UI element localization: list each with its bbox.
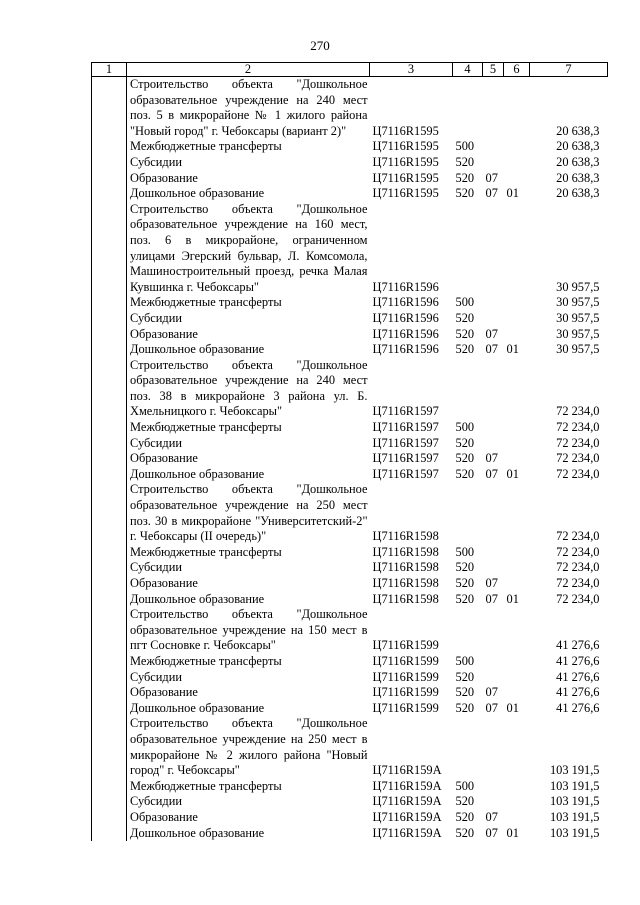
table-row (92, 467, 608, 483)
row-col5-cell (483, 436, 504, 452)
row-col5-cell: 07 (485, 466, 498, 481)
row-number-cell (92, 685, 127, 701)
table-row (92, 420, 608, 436)
row-col4-cell: 520 (455, 825, 475, 840)
row-col6-cell (504, 155, 530, 171)
row-col4-cell (453, 482, 483, 544)
row-amount-cell: 72 234,0 (556, 435, 600, 450)
row-col4-cell: 520 (455, 576, 475, 590)
row-number-cell (92, 171, 127, 187)
row-col5-cell (483, 358, 504, 420)
table-row (92, 670, 608, 686)
row-code-cell: Ц7116R1598 (372, 591, 439, 606)
table-row (92, 794, 608, 810)
row-number-cell (92, 794, 127, 810)
row-name-cell: Субсидии (130, 669, 182, 684)
row-number-cell (92, 342, 127, 358)
row-col6-cell (504, 358, 530, 420)
row-col5-cell: 07 (485, 170, 498, 185)
table-row (92, 607, 608, 654)
row-number-cell (92, 139, 127, 155)
row-col5-cell (483, 716, 504, 778)
row-amount-cell: 72 234,0 (556, 451, 600, 466)
row-col4-cell: 520 (455, 809, 475, 824)
table-row (92, 436, 608, 452)
row-name-cell: Строительство объекта "Дошкольное образовательное учреждение на 240 мест поз. 38 в микрорайоне 3 района ул. Б. Хмельницкого г. Чебоксары" (130, 357, 368, 419)
row-code-cell: Ц7116R1598 (372, 560, 439, 575)
table-row (92, 171, 608, 187)
row-col5-cell: 07 (485, 342, 498, 357)
row-col6-cell (504, 202, 530, 296)
row-amount-cell: 30 957,5 (556, 310, 600, 325)
table-row (92, 202, 608, 296)
row-col4-cell (453, 202, 483, 296)
row-col6-cell: 01 (506, 466, 519, 481)
row-name-cell: Дошкольное образование (130, 825, 265, 840)
row-col6-cell: 01 (506, 186, 519, 201)
row-col6-cell: 01 (506, 700, 519, 715)
table-row (92, 342, 608, 358)
row-number-cell (92, 607, 127, 654)
row-col4-cell (453, 607, 483, 654)
row-col4-cell: 500 (455, 653, 475, 668)
row-name-cell: Образование (130, 685, 198, 700)
row-col6-cell (504, 670, 530, 686)
row-code-cell: Ц7116R159А (372, 794, 442, 809)
table-row (92, 139, 608, 155)
row-col4-cell (453, 358, 483, 420)
row-code-cell: Ц7116R159А (372, 763, 442, 778)
table-row (92, 685, 608, 701)
row-col6-cell (504, 451, 530, 467)
row-col6-cell (504, 560, 530, 576)
row-number-cell (92, 436, 127, 452)
row-number-cell (92, 420, 127, 436)
row-code-cell: Ц7116R1596 (372, 310, 439, 325)
row-number-cell (92, 779, 127, 795)
table-row (92, 576, 608, 592)
row-code-cell: Ц7116R159А (372, 809, 442, 824)
row-amount-cell: 103 191,5 (549, 825, 600, 840)
row-number-cell (92, 295, 127, 311)
row-amount-cell: 41 276,6 (556, 669, 600, 684)
row-name-cell: Строительство объекта "Дошкольное образовательное учреждение на 250 мест в микрорайоне № 2 жилого района "Новый город" г. Чебоксары" (130, 716, 368, 778)
table-row (92, 77, 608, 140)
row-amount-cell: 30 957,5 (556, 295, 600, 310)
row-number-cell (92, 467, 127, 483)
row-code-cell: Ц7116R1598 (372, 529, 439, 544)
row-amount-cell: 20 638,3 (556, 170, 600, 185)
row-code-cell: Ц7116R1595 (372, 139, 439, 154)
table-row (92, 327, 608, 343)
row-col4-cell: 520 (455, 560, 475, 575)
table-row (92, 810, 608, 826)
row-code-cell: Ц7116R1597 (372, 466, 439, 481)
row-col6-cell (504, 482, 530, 544)
row-col4-cell: 520 (455, 186, 475, 201)
row-amount-cell: 30 957,5 (556, 326, 600, 341)
row-code-cell: Ц7116R1596 (372, 279, 439, 294)
row-code-cell: Ц7116R1596 (372, 342, 439, 357)
row-col6-cell (504, 794, 530, 810)
header-col-3: 3 (370, 63, 453, 77)
row-col5-cell: 07 (485, 591, 498, 606)
row-col5-cell: 07 (485, 326, 498, 341)
row-name-cell: Дошкольное образование (130, 466, 265, 481)
table-row (92, 311, 608, 327)
row-amount-cell: 30 957,5 (556, 279, 600, 294)
row-col4-cell: 520 (455, 170, 475, 185)
row-amount-cell: 72 234,0 (556, 529, 600, 544)
row-col4-cell: 520 (455, 669, 475, 684)
header-col-6: 6 (504, 63, 530, 77)
row-col6-cell (504, 295, 530, 311)
row-code-cell: Ц7116R1595 (372, 170, 439, 185)
row-col4-cell: 520 (455, 591, 475, 606)
row-name-cell: Межбюджетные трансферты (130, 778, 282, 793)
row-col5-cell (483, 311, 504, 327)
header-col-1: 1 (92, 63, 127, 77)
page-number: 270 (310, 38, 330, 53)
table-row (92, 654, 608, 670)
row-col6-cell (504, 779, 530, 795)
row-code-cell: Ц7116R1599 (372, 700, 439, 715)
row-col5-cell (483, 482, 504, 544)
row-col6-cell (504, 420, 530, 436)
row-name-cell: Субсидии (130, 560, 182, 575)
row-col5-cell (483, 202, 504, 296)
table-row (92, 701, 608, 717)
row-col4-cell: 520 (455, 700, 475, 715)
row-number-cell (92, 327, 127, 343)
table-row (92, 716, 608, 778)
row-name-cell: Межбюджетные трансферты (130, 544, 282, 559)
row-col4-cell: 520 (455, 451, 475, 466)
row-col6-cell: 01 (506, 591, 519, 606)
row-col6-cell (504, 171, 530, 187)
row-name-cell: Межбюджетные трансферты (130, 295, 282, 310)
row-number-cell (92, 311, 127, 327)
row-name-cell: Дошкольное образование (130, 700, 265, 715)
row-name-cell: Строительство объекта "Дошкольное образовательное учреждение на 160 мест, поз. 6 в микрорайоне, ограниченном улицами Эгерский бульвар, Л. Комсомола, Машиностроительный проезд, речка Малая Кувшинка г. Чебоксары" (130, 201, 368, 294)
row-name-cell: Межбюджетные трансферты (130, 139, 282, 154)
row-col4-cell: 500 (455, 139, 475, 154)
row-name-cell: Дошкольное образование (130, 591, 265, 606)
row-col6-cell (504, 139, 530, 155)
row-col5-cell (483, 77, 504, 140)
row-name-cell: Субсидии (130, 154, 182, 169)
row-code-cell: Ц7116R1598 (372, 544, 439, 559)
row-name-cell: Межбюджетные трансферты (130, 420, 282, 435)
row-amount-cell: 72 234,0 (556, 404, 600, 419)
row-amount-cell: 72 234,0 (556, 544, 600, 559)
row-col4-cell: 520 (455, 466, 475, 481)
row-number-cell (92, 202, 127, 296)
row-col5-cell (483, 779, 504, 795)
row-number-cell (92, 810, 127, 826)
row-amount-cell: 41 276,6 (556, 653, 600, 668)
row-amount-cell: 20 638,3 (556, 139, 600, 154)
row-code-cell: Ц7116R1597 (372, 404, 439, 419)
row-col6-cell (504, 545, 530, 561)
row-number-cell (92, 560, 127, 576)
row-col5-cell (483, 139, 504, 155)
row-name-cell: Строительство объекта "Дошкольное образовательное учреждение на 250 мест поз. 30 в микрорайоне "Университетский-2" г. Чебоксары (II очередь)" (130, 482, 368, 544)
row-col5-cell (483, 607, 504, 654)
row-code-cell: Ц7116R159А (372, 778, 442, 793)
row-col6-cell (504, 685, 530, 701)
row-name-cell: Образование (130, 809, 198, 824)
header-col-7: 7 (530, 63, 608, 77)
row-number-cell (92, 826, 127, 842)
row-name-cell: Образование (130, 326, 198, 341)
row-amount-cell: 20 638,3 (556, 186, 600, 201)
row-number-cell (92, 576, 127, 592)
row-col4-cell: 500 (455, 544, 475, 559)
row-amount-cell: 103 191,5 (549, 763, 600, 778)
row-number-cell (92, 654, 127, 670)
table-row (92, 592, 608, 608)
row-col6-cell (504, 77, 530, 140)
row-col4-cell: 520 (455, 685, 475, 700)
row-code-cell: Ц7116R1597 (372, 435, 439, 450)
header-col-4: 4 (453, 63, 483, 77)
row-col5-cell (483, 545, 504, 561)
row-number-cell (92, 77, 127, 140)
row-code-cell: Ц7116R1597 (372, 451, 439, 466)
row-amount-cell: 103 191,5 (549, 778, 600, 793)
row-col6-cell (504, 716, 530, 778)
row-number-cell (92, 358, 127, 420)
row-name-cell: Субсидии (130, 435, 182, 450)
row-col4-cell: 520 (455, 154, 475, 169)
row-col6-cell (504, 654, 530, 670)
row-amount-cell: 72 234,0 (556, 576, 600, 590)
row-col5-cell (483, 670, 504, 686)
row-col4-cell (453, 716, 483, 778)
row-name-cell: Межбюджетные трансферты (130, 653, 282, 668)
row-amount-cell: 20 638,3 (556, 123, 600, 138)
row-code-cell: Ц7116R1596 (372, 295, 439, 310)
header-col-5: 5 (483, 63, 504, 77)
row-amount-cell: 41 276,6 (556, 685, 600, 700)
table-row (92, 545, 608, 561)
budget-table (91, 62, 608, 841)
row-col4-cell: 520 (455, 435, 475, 450)
row-col6-cell (504, 327, 530, 343)
row-amount-cell: 41 276,6 (556, 700, 600, 715)
row-amount-cell: 30 957,5 (556, 342, 600, 357)
row-col5-cell (483, 420, 504, 436)
row-name-cell: Строительство объекта "Дошкольное образовательное учреждение на 240 мест поз. 5 в микрорайоне № 1 жилого района "Новый город" г. Чебоксары (вариант 2)" (130, 77, 368, 138)
row-col4-cell (453, 77, 483, 140)
row-number-cell (92, 451, 127, 467)
row-col5-cell (483, 155, 504, 171)
row-code-cell: Ц7116R1599 (372, 638, 439, 653)
row-col4-cell: 520 (455, 342, 475, 357)
row-col4-cell: 500 (455, 778, 475, 793)
row-code-cell: Ц7116R1596 (372, 326, 439, 341)
row-number-cell (92, 670, 127, 686)
table-row (92, 186, 608, 202)
row-number-cell (92, 592, 127, 608)
row-amount-cell: 72 234,0 (556, 560, 600, 575)
row-col5-cell: 07 (485, 451, 498, 466)
row-amount-cell: 20 638,3 (556, 154, 600, 169)
row-col6-cell (504, 436, 530, 452)
row-name-cell: Образование (130, 170, 198, 185)
table-row (92, 560, 608, 576)
row-col6-cell: 01 (506, 342, 519, 357)
table-row (92, 482, 608, 544)
row-col5-cell: 07 (485, 825, 498, 840)
row-col5-cell (483, 295, 504, 311)
row-col5-cell: 07 (485, 700, 498, 715)
row-amount-cell: 103 191,5 (549, 809, 600, 824)
row-col5-cell (483, 794, 504, 810)
row-code-cell: Ц7116R1598 (372, 576, 439, 590)
row-amount-cell: 41 276,6 (556, 638, 600, 653)
table-row (92, 779, 608, 795)
row-code-cell: Ц7116R1595 (372, 154, 439, 169)
row-col4-cell: 520 (455, 794, 475, 809)
row-number-cell (92, 186, 127, 202)
row-col6-cell (504, 576, 530, 592)
row-number-cell (92, 701, 127, 717)
row-amount-cell: 72 234,0 (556, 591, 600, 606)
row-col6-cell (504, 311, 530, 327)
row-name-cell: Образование (130, 451, 198, 466)
table-row (92, 451, 608, 467)
row-name-cell: Строительство объекта "Дошкольное образовательное учреждение на 150 мест в пгт Сосновке г. Чебоксары" (130, 607, 368, 653)
row-code-cell: Ц7116R1599 (372, 653, 439, 668)
row-name-cell: Субсидии (130, 794, 182, 809)
table-body (92, 77, 608, 842)
row-col6-cell (504, 607, 530, 654)
row-col6-cell: 01 (506, 825, 519, 840)
row-code-cell: Ц7116R1595 (372, 186, 439, 201)
row-number-cell (92, 155, 127, 171)
row-name-cell: Дошкольное образование (130, 342, 265, 357)
table-row (92, 295, 608, 311)
row-col5-cell (483, 560, 504, 576)
row-col4-cell: 520 (455, 310, 475, 325)
row-col5-cell (483, 654, 504, 670)
row-name-cell: Образование (130, 576, 198, 590)
row-code-cell: Ц7116R1599 (372, 669, 439, 684)
row-col5-cell: 07 (485, 809, 498, 824)
row-name-cell: Субсидии (130, 310, 182, 325)
row-code-cell: Ц7116R1595 (372, 123, 439, 138)
row-col4-cell: 520 (455, 326, 475, 341)
row-code-cell: Ц7116R159А (372, 825, 442, 840)
row-amount-cell: 72 234,0 (556, 466, 600, 481)
table-row (92, 826, 608, 842)
table-header-row (92, 63, 608, 77)
row-name-cell: Дошкольное образование (130, 186, 265, 201)
header-col-2: 2 (127, 63, 370, 77)
row-code-cell: Ц7116R1599 (372, 685, 439, 700)
table-row (92, 155, 608, 171)
table-row (92, 358, 608, 420)
row-number-cell (92, 545, 127, 561)
row-amount-cell: 103 191,5 (549, 794, 600, 809)
row-number-cell (92, 482, 127, 544)
row-col4-cell: 500 (455, 420, 475, 435)
row-col6-cell (504, 810, 530, 826)
row-amount-cell: 72 234,0 (556, 420, 600, 435)
row-col4-cell: 500 (455, 295, 475, 310)
row-col5-cell: 07 (485, 576, 498, 590)
row-col5-cell: 07 (485, 685, 498, 700)
row-number-cell (92, 716, 127, 778)
row-code-cell: Ц7116R1597 (372, 420, 439, 435)
row-col5-cell: 07 (485, 186, 498, 201)
